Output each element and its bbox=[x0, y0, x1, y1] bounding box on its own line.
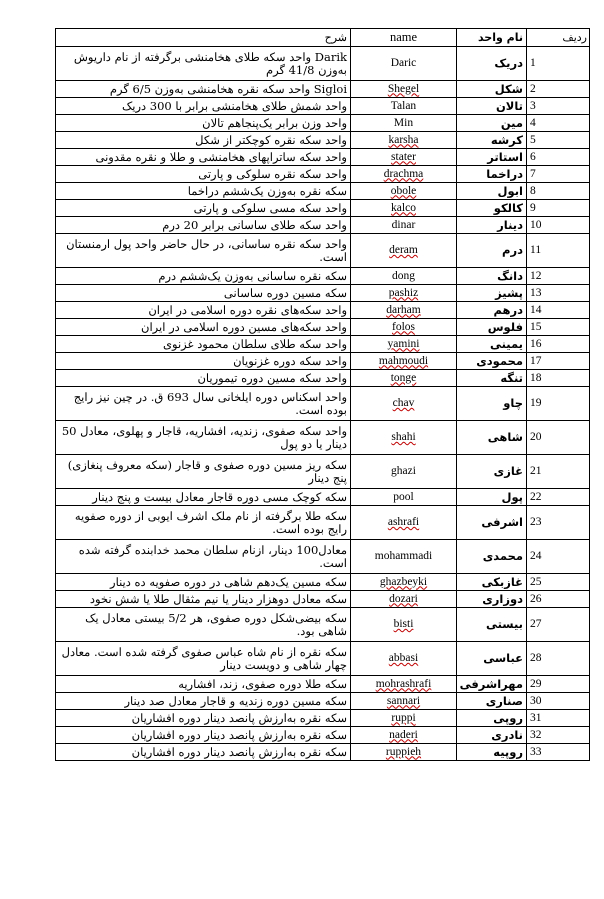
row-unit-name: ابول bbox=[457, 183, 527, 200]
row-unit-name: چاو bbox=[457, 387, 527, 421]
row-number: 18 bbox=[527, 370, 590, 387]
table-row bbox=[56, 642, 590, 676]
row-latin-name: sannari bbox=[351, 693, 457, 710]
table-row bbox=[56, 183, 590, 200]
row-latin-name: Talan bbox=[351, 98, 457, 115]
row-description: سکه مسین یک‌دهم شاهی در دوره صفویه ده دینار bbox=[56, 574, 351, 591]
row-number: 3 bbox=[527, 98, 590, 115]
row-latin-name: bisti bbox=[351, 608, 457, 642]
row-number: 14 bbox=[527, 302, 590, 319]
row-number: 8 bbox=[527, 183, 590, 200]
row-description: سکه مسین دوره ساسانی bbox=[56, 285, 351, 302]
row-latin-name: ruppi bbox=[351, 710, 457, 727]
row-latin-name: ghazbeyki bbox=[351, 574, 457, 591]
row-description: Darik واحد سکه طلای هخامنشی برگرفته از نام داریوش بەوزن 41/8 گرم bbox=[56, 47, 351, 81]
table-row bbox=[56, 421, 590, 455]
table-row bbox=[56, 81, 590, 98]
row-number: 11 bbox=[527, 234, 590, 268]
row-number: 15 bbox=[527, 319, 590, 336]
row-latin-name: ashrafi bbox=[351, 506, 457, 540]
row-description: سکه نقره بەوزن یک‌ششم دراخما bbox=[56, 183, 351, 200]
row-latin-name: Shegel bbox=[351, 81, 457, 98]
row-number: 31 bbox=[527, 710, 590, 727]
row-description: واحد سکه طلای سلطان محمود غزنوی bbox=[56, 336, 351, 353]
row-unit-name: بیستی bbox=[457, 608, 527, 642]
row-unit-name: دوزاری bbox=[457, 591, 527, 608]
row-unit-name: روپی bbox=[457, 710, 527, 727]
row-description: واحد سکه ساتراپهای هخامنشی و طلا و نقره مقدونی bbox=[56, 149, 351, 166]
row-number: 19 bbox=[527, 387, 590, 421]
row-description: سکه طلا برگرفته از نام ملک اشرف ایوبی از دوره صفویه رایج بوده است. bbox=[56, 506, 351, 540]
row-unit-name: شکل bbox=[457, 81, 527, 98]
table-row bbox=[56, 115, 590, 132]
row-description: واحد سکه طلای ساسانی برابر 20 درم bbox=[56, 217, 351, 234]
row-unit-name: پول bbox=[457, 489, 527, 506]
row-unit-name: روپیه bbox=[457, 744, 527, 761]
row-latin-name: mohammadi bbox=[351, 540, 457, 574]
row-latin-name: dong bbox=[351, 268, 457, 285]
row-unit-name: نادری bbox=[457, 727, 527, 744]
row-description: سکه نقره بەارزش پانصد دینار دوره افشاریان bbox=[56, 744, 351, 761]
row-unit-name: تالان bbox=[457, 98, 527, 115]
row-number: 6 bbox=[527, 149, 590, 166]
row-description: واحد اسکناس دوره ایلخانی سال 693 ق. در چین نیز رایج بوده است. bbox=[56, 387, 351, 421]
row-unit-name: صناری bbox=[457, 693, 527, 710]
row-unit-name: محمودی bbox=[457, 353, 527, 370]
row-latin-name: pashiz bbox=[351, 285, 457, 302]
table-row bbox=[56, 608, 590, 642]
row-unit-name: عباسی bbox=[457, 642, 527, 676]
row-unit-name: اشرفی bbox=[457, 506, 527, 540]
row-number: 23 bbox=[527, 506, 590, 540]
table-row bbox=[56, 285, 590, 302]
row-unit-name: دراخما bbox=[457, 166, 527, 183]
row-unit-name: یمینی bbox=[457, 336, 527, 353]
row-latin-name: tonge bbox=[351, 370, 457, 387]
row-unit-name: درم bbox=[457, 234, 527, 268]
row-description: سکه نقره ساسانی بەوزن یک‌ششم درم bbox=[56, 268, 351, 285]
table-row bbox=[56, 149, 590, 166]
row-description: سکه نقره بەارزش پانصد دینار دوره افشاریان bbox=[56, 710, 351, 727]
row-latin-name: Daric bbox=[351, 47, 457, 81]
row-unit-name: فلوس bbox=[457, 319, 527, 336]
row-description: واحد سکه مسین دوره تیموریان bbox=[56, 370, 351, 387]
row-latin-name: abbasi bbox=[351, 642, 457, 676]
row-latin-name: darham bbox=[351, 302, 457, 319]
row-description: واحد سکه‌های نقره دوره اسلامی در ایران bbox=[56, 302, 351, 319]
table-row bbox=[56, 387, 590, 421]
row-number: 12 bbox=[527, 268, 590, 285]
row-latin-name: ghazi bbox=[351, 455, 457, 489]
row-description: واحد وزن برابر یک‌پنجاهم تالان bbox=[56, 115, 351, 132]
table-header-row bbox=[56, 29, 590, 47]
row-latin-name: drachma bbox=[351, 166, 457, 183]
row-number: 24 bbox=[527, 540, 590, 574]
row-unit-name: دینار bbox=[457, 217, 527, 234]
row-unit-name: دریک bbox=[457, 47, 527, 81]
row-latin-name: karsha bbox=[351, 132, 457, 149]
table-row bbox=[56, 489, 590, 506]
header-unit-name: نام واحد bbox=[457, 29, 527, 47]
row-unit-name: مین bbox=[457, 115, 527, 132]
table-row bbox=[56, 217, 590, 234]
row-description: سکه نقره بەارزش پانصد دینار دوره افشاریان bbox=[56, 727, 351, 744]
row-latin-name: obole bbox=[351, 183, 457, 200]
table-row bbox=[56, 370, 590, 387]
row-unit-name: مهراشرفی bbox=[457, 676, 527, 693]
table-row bbox=[56, 336, 590, 353]
row-latin-name: folos bbox=[351, 319, 457, 336]
row-latin-name: dinar bbox=[351, 217, 457, 234]
row-number: 10 bbox=[527, 217, 590, 234]
row-latin-name: pool bbox=[351, 489, 457, 506]
row-unit-name: شاهی bbox=[457, 421, 527, 455]
coin-units-table bbox=[55, 28, 590, 761]
table-row bbox=[56, 47, 590, 81]
row-number: 9 bbox=[527, 200, 590, 217]
header-name: name bbox=[351, 29, 457, 47]
header-description: شرح bbox=[56, 29, 351, 47]
row-number: 28 bbox=[527, 642, 590, 676]
row-number: 32 bbox=[527, 727, 590, 744]
row-description: سکه ریز مسین دوره صفوی و قاجار (سکه معروف پنغازی) پنج دینار bbox=[56, 455, 351, 489]
row-unit-name: غازی bbox=[457, 455, 527, 489]
row-number: 22 bbox=[527, 489, 590, 506]
row-unit-name: پشیز bbox=[457, 285, 527, 302]
row-number: 1 bbox=[527, 47, 590, 81]
row-unit-name: دانگ bbox=[457, 268, 527, 285]
table-row bbox=[56, 132, 590, 149]
table-row bbox=[56, 710, 590, 727]
row-latin-name: chav bbox=[351, 387, 457, 421]
row-number: 13 bbox=[527, 285, 590, 302]
row-number: 29 bbox=[527, 676, 590, 693]
row-description: واحد سکه نقره ساسانی، در حال حاضر واحد پول ارمنستان است. bbox=[56, 234, 351, 268]
row-number: 26 bbox=[527, 591, 590, 608]
row-description: معادل100 دینار، ازنام سلطان محمد خدابنده گرفته شده است. bbox=[56, 540, 351, 574]
row-number: 2 bbox=[527, 81, 590, 98]
header-row-number: ردیف bbox=[527, 29, 590, 47]
row-latin-name: yamini bbox=[351, 336, 457, 353]
row-description: سکه معادل دوهزار دینار یا نیم مثقال طلا یا شش نخود bbox=[56, 591, 351, 608]
row-description: سکه مسین دوره زندیه و قاجار معادل صد دینار bbox=[56, 693, 351, 710]
row-description: واحد سکه مسی سلوکی و پارتی bbox=[56, 200, 351, 217]
row-description: واحد سکه‌های مسین دوره اسلامی در ایران bbox=[56, 319, 351, 336]
row-number: 27 bbox=[527, 608, 590, 642]
table-row bbox=[56, 234, 590, 268]
row-latin-name: mohrashrafi bbox=[351, 676, 457, 693]
row-latin-name: ruppieh bbox=[351, 744, 457, 761]
row-description: سکه نقره از نام شاه عباس صفوی گرفته شده است. معادل چهار شاهی و دویست دینار bbox=[56, 642, 351, 676]
row-description: واحد سکه صفوی، زندیه، افشاریه، قاجار و پهلوی، معادل 50 دینار یا دو پول bbox=[56, 421, 351, 455]
row-number: 33 bbox=[527, 744, 590, 761]
table-row bbox=[56, 676, 590, 693]
row-unit-name: استاتر bbox=[457, 149, 527, 166]
table-row bbox=[56, 319, 590, 336]
row-number: 30 bbox=[527, 693, 590, 710]
row-unit-name: درهم bbox=[457, 302, 527, 319]
row-latin-name: deram bbox=[351, 234, 457, 268]
table-row bbox=[56, 506, 590, 540]
table-row bbox=[56, 353, 590, 370]
table-row bbox=[56, 540, 590, 574]
table-row bbox=[56, 166, 590, 183]
row-latin-name: dozari bbox=[351, 591, 457, 608]
table-row bbox=[56, 744, 590, 761]
row-description: واحد شمش طلای هخامنشی برابر با 300 دریک bbox=[56, 98, 351, 115]
table-row bbox=[56, 200, 590, 217]
row-latin-name: stater bbox=[351, 149, 457, 166]
table-row bbox=[56, 693, 590, 710]
row-number: 5 bbox=[527, 132, 590, 149]
row-number: 25 bbox=[527, 574, 590, 591]
table-row bbox=[56, 455, 590, 489]
row-latin-name: mahmoudi bbox=[351, 353, 457, 370]
row-number: 7 bbox=[527, 166, 590, 183]
row-unit-name: غازبکی bbox=[457, 574, 527, 591]
row-number: 16 bbox=[527, 336, 590, 353]
row-latin-name: Min bbox=[351, 115, 457, 132]
row-unit-name: تنگه bbox=[457, 370, 527, 387]
table-row bbox=[56, 302, 590, 319]
table-row bbox=[56, 98, 590, 115]
row-latin-name: shahi bbox=[351, 421, 457, 455]
row-description: واحد سکه دوره غزنویان bbox=[56, 353, 351, 370]
row-description: سکه بیضی‌شکل دوره صفوی، هر 5/2 بیستی معادل یک شاهی بود. bbox=[56, 608, 351, 642]
row-unit-name: محمدی bbox=[457, 540, 527, 574]
row-unit-name: کالکو bbox=[457, 200, 527, 217]
row-description: واحد سکه نقره سلوکی و پارتی bbox=[56, 166, 351, 183]
row-description: سکه طلا دوره صفوی، زند، افشاریه bbox=[56, 676, 351, 693]
table-row bbox=[56, 268, 590, 285]
row-description: سکه کوچک مسی دوره قاجار معادل بیست و پنج دینار bbox=[56, 489, 351, 506]
row-number: 20 bbox=[527, 421, 590, 455]
row-description: واحد سکه نقره کوچکتر از شکل bbox=[56, 132, 351, 149]
row-latin-name: kalco bbox=[351, 200, 457, 217]
table-row bbox=[56, 591, 590, 608]
row-description: Sigloi واحد سکه نقره هخامنشی بەوزن 6/5 گرم bbox=[56, 81, 351, 98]
row-latin-name: naderi bbox=[351, 727, 457, 744]
row-number: 4 bbox=[527, 115, 590, 132]
table-row bbox=[56, 574, 590, 591]
row-number: 17 bbox=[527, 353, 590, 370]
table-row bbox=[56, 727, 590, 744]
row-number: 21 bbox=[527, 455, 590, 489]
row-unit-name: کرشه bbox=[457, 132, 527, 149]
